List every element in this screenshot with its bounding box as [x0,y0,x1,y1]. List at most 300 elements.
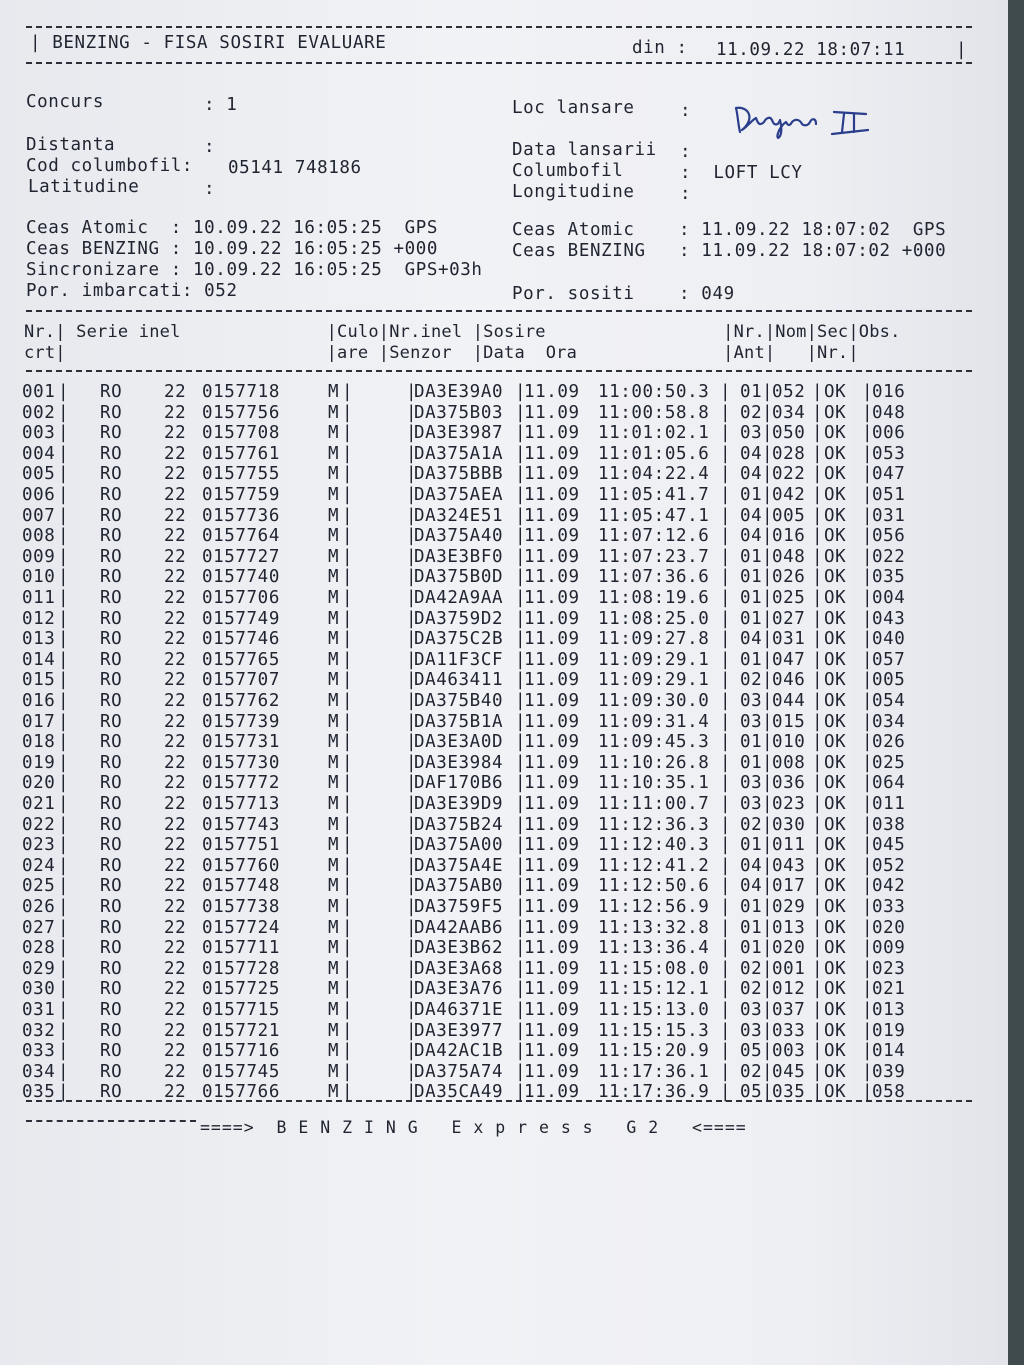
columns-top-rule [26,310,972,312]
cell-sex: M [328,897,340,917]
column-separator: | [342,567,354,588]
cell-ant: 01 [740,917,763,938]
column-separator: | [406,917,418,938]
cell-ora: 11:09:31.4 [598,711,710,732]
column-separator: | [762,402,774,423]
column-separator: | [406,443,418,464]
cell-data: 11.09 [524,876,580,897]
column-separator: | [342,485,354,505]
cell-nom: 016 [772,526,806,547]
cell-inel: 0157743 [202,814,280,835]
table-row [22,609,982,629]
header-top-rule [26,26,972,28]
cell-ora: 11:12:41.2 [598,855,710,876]
cell-obs: 048 [872,402,906,423]
cell-ora: 11:10:35.1 [598,773,710,794]
column-separator: | [862,979,874,1000]
column-separator: | [812,773,824,794]
cell-data: 11.09 [524,629,580,650]
column-separator: | [762,855,774,876]
column-separator: | [862,588,874,608]
column-separator: | [720,1000,732,1020]
cell-nom: 012 [772,979,806,1000]
column-separator: | [720,835,732,856]
column-separator: | [812,1020,824,1041]
cell-senzor: DA3E39A0 [414,382,504,402]
column-separator: | [720,711,732,732]
cell-sec: OK [824,567,847,588]
cell-inel: 0157707 [202,670,280,691]
column-separator: | [515,608,527,629]
column-separator: | [406,608,418,629]
column-separator: | [342,670,354,691]
cell-ora: 11:07:23.7 [598,546,710,567]
cell-serie: RO [100,1000,123,1020]
column-separator: | [720,423,732,444]
cell-an: 22 [164,958,187,979]
cell-an: 22 [164,382,187,402]
cell-nom: 029 [772,897,806,917]
column-separator: | [58,917,70,938]
cell-ora: 11:05:41.7 [598,485,710,505]
cell-obs: 021 [872,979,906,1000]
column-separator: | [720,546,732,567]
cell-obs: 054 [872,691,906,711]
cell-sec: OK [824,938,847,959]
column-separator: | [762,958,774,979]
column-separator: | [515,423,527,444]
cell-nom: 027 [772,608,806,629]
cell-obs: 042 [872,876,906,897]
column-separator: | [862,691,874,711]
cell-an: 22 [164,773,187,794]
column-separator: | [762,752,774,773]
column-separator: | [515,752,527,773]
column-separator: | [862,464,874,485]
column-separator: | [515,1000,527,1020]
column-separator: | [762,711,774,732]
column-separator: | [58,814,70,835]
cell-an: 22 [164,1082,187,1103]
cell-sex: M [328,917,340,938]
cell-nr: 021 [22,794,56,814]
column-separator: | [812,464,824,485]
cell-an: 22 [164,691,187,711]
cell-serie: RO [100,917,123,938]
cell-nom: 017 [772,876,806,897]
cell-ant: 04 [740,526,763,547]
table-row [22,856,982,876]
column-separator: | [342,608,354,629]
column-separator: | [812,1061,824,1082]
column-separator: | [58,876,70,897]
column-separator: | [720,649,732,670]
cell-nom: 042 [772,485,806,505]
table-row [22,979,982,999]
column-separator: | [342,711,354,732]
cell-nom: 026 [772,567,806,588]
cell-senzor: DA3E3BF0 [414,546,504,567]
cell-sec: OK [824,629,847,650]
column-separator: | [58,938,70,959]
cell-sex: M [328,979,340,1000]
cell-nr: 035 [22,1082,56,1103]
cell-nr: 027 [22,917,56,938]
cell-nom: 023 [772,794,806,814]
column-separator: | [515,917,527,938]
cell-ora: 11:01:05.6 [598,443,710,464]
cell-nr: 033 [22,1041,56,1062]
column-separator: | [762,876,774,897]
cell-ora: 11:04:22.4 [598,464,710,485]
cell-nom: 015 [772,711,806,732]
column-separator: | [762,670,774,691]
cell-nr: 013 [22,629,56,650]
ceas-benzing-start: Ceas BENZING : 10.09.22 16:05:25 +000 [26,239,439,259]
cell-inel: 0157756 [202,402,280,423]
column-separator: | [515,485,527,505]
cell-data: 11.09 [524,402,580,423]
cell-serie: RO [100,423,123,444]
cell-nr: 024 [22,855,56,876]
cell-ora: 11:07:36.6 [598,567,710,588]
column-separator: | [515,773,527,794]
table-row [22,423,982,443]
cell-inel: 0157724 [202,917,280,938]
cell-sec: OK [824,505,847,526]
table-row [22,1041,982,1061]
table-row [22,1021,982,1041]
table-row [22,773,982,793]
column-separator: | [342,588,354,608]
cell-inel: 0157745 [202,1061,280,1082]
column-separator: | [720,732,732,753]
din-label: din : [632,38,688,58]
cell-serie: RO [100,897,123,917]
cell-an: 22 [164,505,187,526]
column-separator: | [58,649,70,670]
table-row [22,712,982,732]
cell-senzor: DA375A40 [414,526,504,547]
column-separator: | [406,794,418,814]
column-separator: | [515,443,527,464]
cell-obs: 039 [872,1061,906,1082]
cell-sec: OK [824,1061,847,1082]
cell-data: 11.09 [524,979,580,1000]
cell-obs: 019 [872,1020,906,1041]
cell-serie: RO [100,382,123,402]
column-separator: | [515,958,527,979]
cell-senzor: DA375A4E [414,855,504,876]
table-row [22,918,982,938]
cell-serie: RO [100,649,123,670]
cell-sex: M [328,505,340,526]
cell-nom: 011 [772,835,806,856]
cell-inel: 0157738 [202,897,280,917]
cell-ora: 11:00:58.8 [598,402,710,423]
cell-ant: 04 [740,464,763,485]
cell-sec: OK [824,443,847,464]
cell-obs: 006 [872,423,906,444]
cell-obs: 033 [872,897,906,917]
column-separator: | [862,876,874,897]
report-title: | BENZING - FISA SOSIRI EVALUARE [30,33,387,53]
cell-nom: 036 [772,773,806,794]
column-separator: | [406,938,418,959]
column-separator: | [342,546,354,567]
cell-inel: 0157751 [202,835,280,856]
report-timestamp: 11.09.22 18:07:11 [716,40,906,60]
cell-serie: RO [100,588,123,608]
cell-data: 11.09 [524,443,580,464]
cell-an: 22 [164,752,187,773]
column-separator: | [862,382,874,402]
cell-data: 11.09 [524,608,580,629]
cell-ant: 01 [740,588,763,608]
column-separator: | [342,814,354,835]
cell-serie: RO [100,464,123,485]
cell-an: 22 [164,814,187,835]
table-row [22,897,982,917]
cell-serie: RO [100,567,123,588]
cell-sec: OK [824,752,847,773]
column-separator: | [762,979,774,1000]
cell-ant: 01 [740,835,763,856]
cell-sec: OK [824,526,847,547]
column-separator: | [762,835,774,856]
cell-inel: 0157765 [202,649,280,670]
column-separator: | [812,670,824,691]
cell-serie: RO [100,835,123,856]
cell-nom: 020 [772,938,806,959]
column-separator: | [515,691,527,711]
cell-sex: M [328,1000,340,1020]
cell-senzor: DAF170B6 [414,773,504,794]
cell-sex: M [328,732,340,753]
column-separator: | [406,691,418,711]
column-separator: | [812,979,824,1000]
column-separator: | [515,1020,527,1041]
cell-senzor: DA3E3A68 [414,958,504,979]
cell-ora: 11:07:12.6 [598,526,710,547]
cell-nr: 029 [22,958,56,979]
column-separator: | [720,670,732,691]
cell-inel: 0157764 [202,526,280,547]
cell-sex: M [328,443,340,464]
cell-obs: 064 [872,773,906,794]
table-row [22,485,982,505]
cell-nr: 034 [22,1061,56,1082]
column-separator: | [762,423,774,444]
column-separator: | [58,979,70,1000]
cell-sec: OK [824,958,847,979]
column-separator: | [406,814,418,835]
cell-an: 22 [164,670,187,691]
cell-ant: 01 [740,567,763,588]
column-separator: | [342,732,354,753]
column-separator: | [812,567,824,588]
cell-obs: 035 [872,567,906,588]
cell-an: 22 [164,1000,187,1020]
column-separator: | [812,1000,824,1020]
column-separator: | [406,897,418,917]
column-separator: | [862,567,874,588]
column-headers-line2: crt| |are |Senzor |Data Ora |Ant| |Nr.| [24,343,859,363]
cell-sex: M [328,382,340,402]
ceas-atomic-end: Ceas Atomic : 11.09.22 18:07:02 GPS [512,220,947,240]
column-separator: | [342,691,354,711]
column-headers-line1: Nr.| Serie inel |Culo|Nr.inel |Sosire |Nr.|Nom|Sec|Obs. [24,322,901,342]
column-separator: | [762,464,774,485]
cell-senzor: DA375A00 [414,835,504,856]
column-separator: | [762,1020,774,1041]
cell-ant: 02 [740,979,763,1000]
cell-ant: 02 [740,670,763,691]
loc-lansare-label: Loc lansare [512,98,635,118]
cell-nr: 016 [22,691,56,711]
column-separator: | [58,1020,70,1041]
column-separator: | [58,526,70,547]
cell-an: 22 [164,588,187,608]
column-separator: | [862,814,874,835]
cell-senzor: DA375A74 [414,1061,504,1082]
column-separator: | [406,546,418,567]
column-separator: | [342,402,354,423]
cell-sec: OK [824,423,847,444]
column-separator: | [762,608,774,629]
column-separator: | [812,629,824,650]
cell-serie: RO [100,608,123,629]
cell-inel: 0157759 [202,485,280,505]
cell-serie: RO [100,485,123,505]
column-separator: | [762,485,774,505]
cell-serie: RO [100,629,123,650]
cell-obs: 022 [872,546,906,567]
cell-ant: 01 [740,608,763,629]
cell-nom: 010 [772,732,806,753]
cell-ant: 03 [740,1000,763,1020]
cell-senzor: DA375AB0 [414,876,504,897]
table-row [22,670,982,690]
cell-sex: M [328,1041,340,1062]
table-row [22,588,982,608]
column-separator: | [342,835,354,856]
column-separator: | [862,855,874,876]
cell-nom: 003 [772,1041,806,1062]
cell-nr: 025 [22,876,56,897]
cell-nom: 037 [772,1000,806,1020]
column-separator: | [406,567,418,588]
cell-nom: 001 [772,958,806,979]
column-separator: | [406,464,418,485]
header-end-bar: | [956,40,968,60]
column-separator: | [406,855,418,876]
column-separator: | [762,526,774,547]
table-row [22,959,982,979]
column-separator: | [342,1020,354,1041]
cell-obs: 047 [872,464,906,485]
cell-ant: 03 [740,794,763,814]
cell-an: 22 [164,649,187,670]
column-separator: | [720,505,732,526]
cell-serie: RO [100,1020,123,1041]
column-separator: | [812,897,824,917]
cell-ora: 11:08:25.0 [598,608,710,629]
cell-an: 22 [164,464,187,485]
cell-sex: M [328,588,340,608]
column-separator: | [812,649,824,670]
cell-data: 11.09 [524,691,580,711]
cell-ora: 11:17:36.1 [598,1061,710,1082]
cell-serie: RO [100,1061,123,1082]
column-separator: | [342,526,354,547]
concurs-label: Concurs [26,92,104,112]
cell-data: 11.09 [524,732,580,753]
table-row [22,547,982,567]
column-separator: | [342,855,354,876]
cell-ant: 01 [740,382,763,402]
column-separator: | [515,402,527,423]
cell-inel: 0157706 [202,588,280,608]
cell-senzor: DA375B03 [414,402,504,423]
column-separator: | [862,835,874,856]
cell-sex: M [328,670,340,691]
cell-nr: 004 [22,443,56,464]
cell-nr: 003 [22,423,56,444]
cell-an: 22 [164,876,187,897]
cell-an: 22 [164,423,187,444]
footer-brand: ====> B E N Z I N G E x p r e s s G 2 <==== [200,1118,747,1137]
cell-nom: 046 [772,670,806,691]
column-separator: | [812,588,824,608]
column-separator: | [762,1082,774,1103]
cell-sex: M [328,876,340,897]
cell-nr: 028 [22,938,56,959]
column-separator: | [58,773,70,794]
table-row [22,444,982,464]
cell-senzor: DA375C2B [414,629,504,650]
cell-ora: 11:15:13.0 [598,1000,710,1020]
cell-sex: M [328,711,340,732]
cell-data: 11.09 [524,1082,580,1103]
table-row [22,794,982,814]
cell-sec: OK [824,1020,847,1041]
table-row [22,732,982,752]
cell-senzor: DA42AAB6 [414,917,504,938]
cell-nom: 047 [772,649,806,670]
column-separator: | [720,629,732,650]
column-separator: | [862,670,874,691]
cell-nr: 014 [22,649,56,670]
column-separator: | [406,588,418,608]
cell-sec: OK [824,1082,847,1103]
cell-data: 11.09 [524,382,580,402]
column-separator: | [342,443,354,464]
cell-senzor: DA463411 [414,670,504,691]
column-separator: | [406,1061,418,1082]
cell-nom: 050 [772,423,806,444]
column-separator: | [342,938,354,959]
cell-data: 11.09 [524,567,580,588]
cell-obs: 004 [872,588,906,608]
column-separator: | [720,938,732,959]
cell-sec: OK [824,835,847,856]
cell-sex: M [328,567,340,588]
cell-ant: 01 [740,649,763,670]
cell-senzor: DA3E3987 [414,423,504,444]
column-separator: | [515,814,527,835]
cell-ora: 11:15:08.0 [598,958,710,979]
